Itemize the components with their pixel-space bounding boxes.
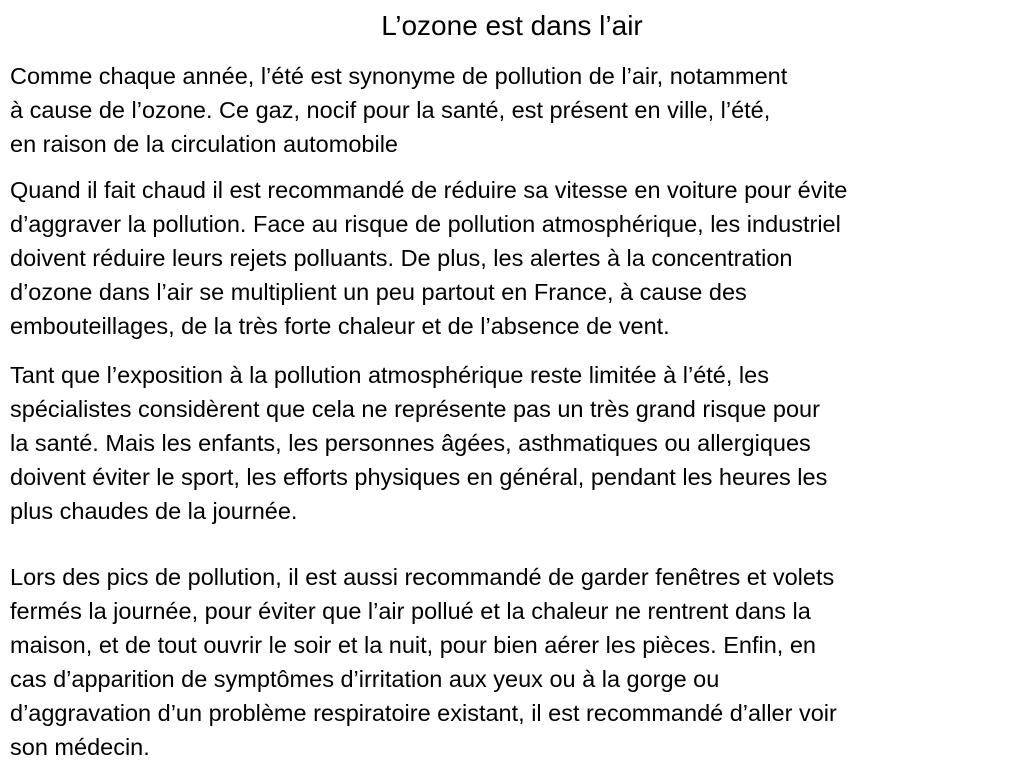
paragraph-line: maison, et de tout ouvrir le soir et la nuit, pour bien aérer les pièces. Enfin, en bbox=[10, 632, 816, 658]
paragraph-line: d’aggravation d’un problème respiratoire existant, il est recommandé d’aller voir bbox=[10, 700, 837, 726]
paragraph-summer-pollution bbox=[10, 59, 1024, 161]
paragraph-line: d’ozone dans l’air se multiplient un peu partout en France, à cause des bbox=[10, 279, 747, 305]
paragraph-line: doivent éviter le sport, les efforts physiques en général, pendant les heures les bbox=[10, 464, 828, 490]
paragraph-pollution-peaks-advice bbox=[10, 560, 1024, 764]
paragraph-line: Quand il fait chaud il est recommandé de réduire sa vitesse en voiture pour évite bbox=[10, 177, 848, 203]
paragraph-line: spécialistes considèrent que cela ne représente pas un très grand risque pour bbox=[10, 396, 820, 422]
paragraph-line: fermés la journée, pour éviter que l’air pollué et la chaleur ne rentrent dans la bbox=[10, 598, 811, 624]
paragraph-line: son médecin. bbox=[10, 734, 150, 760]
paragraph-line: plus chaudes de la journée. bbox=[10, 498, 298, 524]
paragraph-line: doivent réduire leurs rejets polluants. De plus, les alertes à la concentration bbox=[10, 245, 793, 271]
paragraph-line: cas d’apparition de symptômes d’irritation aux yeux ou à la gorge ou bbox=[10, 666, 720, 692]
paragraph-line: la santé. Mais les enfants, les personnes âgées, asthmatiques ou allergiques bbox=[10, 430, 811, 456]
paragraph-line: Tant que l’exposition à la pollution atmosphérique reste limitée à l’été, les bbox=[10, 362, 769, 388]
paragraph-health-risks bbox=[10, 358, 1024, 528]
paragraph-line: Lors des pics de pollution, il est aussi recommandé de garder fenêtres et volets bbox=[10, 564, 835, 590]
paragraph-line: Comme chaque année, l’été est synonyme de pollution de l’air, notamment bbox=[10, 63, 788, 89]
paragraph-heat-recommendations bbox=[10, 173, 1024, 343]
paragraph-line: d’aggraver la pollution. Face au risque de pollution atmosphérique, les industriel bbox=[10, 211, 841, 237]
paragraph-line: en raison de la circulation automobile bbox=[10, 131, 398, 157]
document-title: L’ozone est dans l’air bbox=[381, 10, 643, 41]
paragraph-line: à cause de l’ozone. Ce gaz, nocif pour la santé, est présent en ville, l’été, bbox=[10, 97, 771, 123]
paragraph-line: embouteillages, de la très forte chaleur et de l’absence de vent. bbox=[10, 313, 670, 339]
